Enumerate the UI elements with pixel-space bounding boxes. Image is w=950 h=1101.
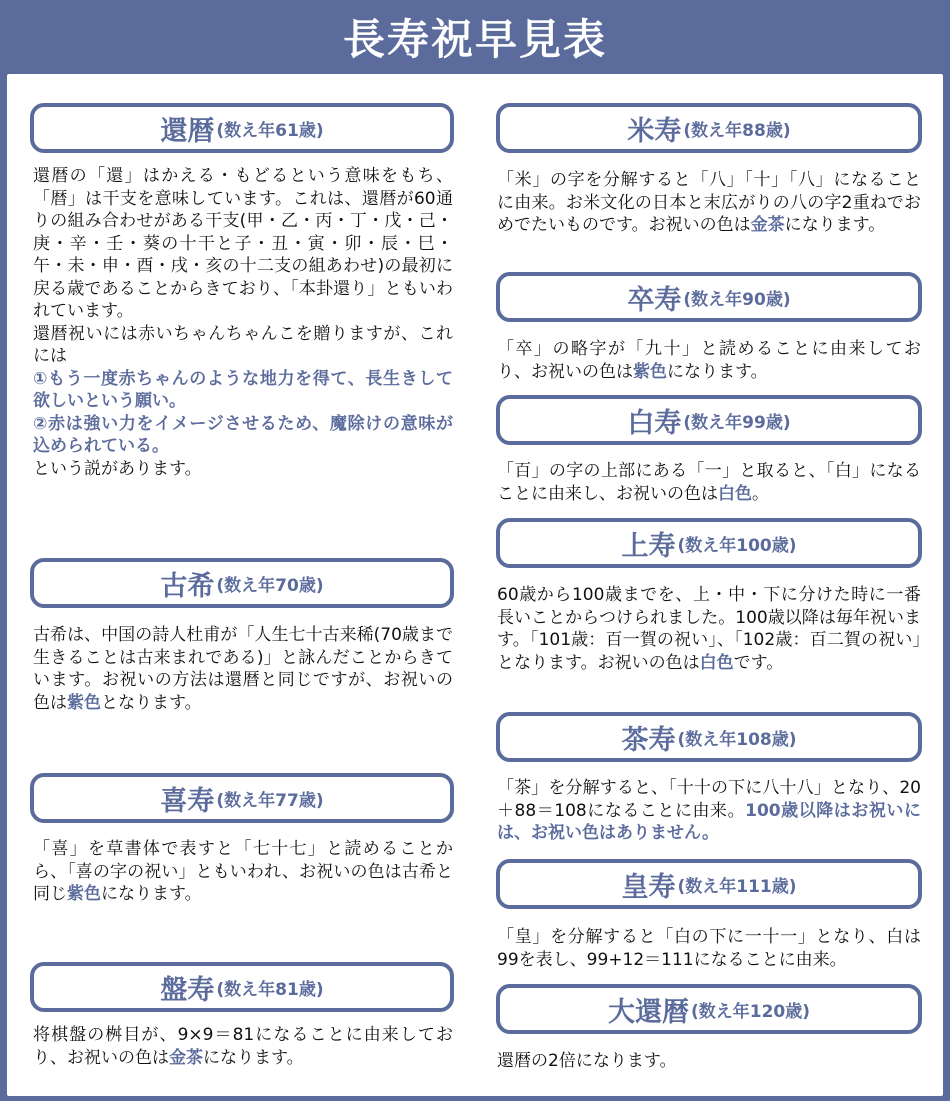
kanreki-age: (数え年61歳) [216,120,324,141]
kiju-text-end: になります。 [101,884,202,904]
chaju-note: 100歳以降はお祝いには、お祝い色はありません。 [497,800,921,843]
kouju-text: 「皇」を分解すると「白の下に一十一」となり、白は99を表し、99+12＝111になることに由来。 [497,927,921,970]
chaju-label [496,712,922,762]
beiju-text-end: になります。 [784,215,886,235]
hakuju-text: 「百」の字の上部にある「一」と取ると、「白」になることに由来し、お祝いの色は [497,461,921,504]
kouju-name: 皇寿 [621,871,676,903]
banju-color: 金茶 [169,1047,203,1068]
daikanreki-age: (数え年120歳) [690,1001,811,1022]
chaju-description [497,777,921,845]
kouju-age: (数え年111歳) [677,876,797,897]
jouju-label [496,518,922,568]
beiju-text: 「米」の字を分解すると「八」「十」「八」になることに由来。お米文化の日本と末広がりの八の字2重ねでおめでたいものです。お祝いの色は [497,170,921,235]
sotsuju-description [497,338,921,383]
sotsuju-color: 紫色 [633,361,667,382]
jouju-age: (数え年100歳) [677,535,797,556]
banju-name: 盤寿 [160,974,215,1006]
koki-label [30,558,454,608]
beiju-description [497,169,921,237]
hakuju-description [497,460,921,505]
chaju-text: 「茶」を分解すると、「十十の下に八十八」となり、20＋88＝108になることに由来。 [497,778,921,821]
banju-label [30,962,454,1012]
header-bar [0,0,950,74]
hakuju-age: (数え年99歳) [683,412,791,433]
jouju-description [497,584,921,674]
banju-text-end: になります。 [203,1047,304,1068]
hakuju-color: 白色 [718,483,752,504]
kiju-label [30,773,454,823]
kanreki-text-3: という説があります。 [33,458,202,479]
koki-age: (数え年70歳) [216,575,324,596]
koki-description [33,624,453,714]
sotsuju-name: 卒寿 [627,284,682,316]
hakuju-name: 白寿 [627,407,682,439]
jouju-text: 60歳から100歳までを、上・中・下に分けた時に一番長いことからつけられました。100歳以降は毎年祝います。「101歳：百一賀の祝い」、「102歳：百二賀の祝い」となります。お祝いの色は [497,585,921,673]
kanreki-label [30,103,454,153]
koki-text-end: となります。 [101,692,202,713]
beiju-label [496,103,922,153]
beiju-age: (数え年88歳) [683,120,791,141]
beiju-color: 金茶 [750,215,785,235]
kiju-age: (数え年77歳) [216,790,324,811]
sotsuju-text: 「卒」の略字が「九十」と読めることに由来しており、お祝いの色は [497,339,921,382]
kanreki-point-1: ①もう一度赤ちゃんのような地力を得て、長生きして欲しいという願い。 [33,368,453,411]
kiju-description [33,838,453,906]
kouju-label [496,859,922,909]
koki-name: 古希 [160,570,215,602]
jouju-color: 白色 [699,652,734,673]
daikanreki-name: 大還暦 [607,996,689,1028]
kiju-color: 紫色 [67,884,101,904]
kouju-description [497,926,921,971]
chaju-name: 茶寿 [621,724,676,756]
hakuju-text-end: 。 [752,483,769,504]
banju-description [33,1024,453,1069]
banju-age: (数え年81歳) [216,979,324,1000]
kiju-name: 喜寿 [160,785,215,817]
hakuju-label [496,395,922,445]
daikanreki-description [497,1050,921,1073]
koki-color: 紫色 [67,692,101,713]
beiju-name: 米寿 [627,115,682,147]
page-title: 長寿祝早見表 [342,15,607,64]
sotsuju-text-end: になります。 [667,361,768,382]
chaju-age: (数え年108歳) [677,729,797,750]
daikanreki-label [496,984,922,1034]
kanreki-text-1: 還暦の「還」はかえる・もどるという意味をもち、「暦」は干支を意味しています。これは、還暦が60通りの組み合わせがある干支(甲・乙・丙・丁・戊・己・庚・辛・壬・葵の十干と子・丑・寅・卯・辰・巳・午・未・申・酉・戌・亥の十二支の組あわせ)の最初に戻る歳であることからきており、「本卦還り」ともいわれています。 [33,166,453,321]
koki-text: 古希は、中国の詩人杜甫が「人生七十古来稀(70歳まで生きることは古来まれである)」と詠んだことからきています。お祝いの方法は還暦と同じですが、お祝いの色は [33,625,453,713]
sotsuju-label [496,272,922,322]
kanreki-name: 還暦 [160,115,215,147]
kanreki-description [33,165,453,480]
sotsuju-age: (数え年90歳) [683,289,791,310]
jouju-text-end: です。 [733,652,784,673]
kanreki-text-2: 還暦祝いには赤いちゃんちゃんこを贈りますが、これには [33,323,453,366]
kiju-text: 「喜」を草書体で表すと「七十七」と読めることから、「喜の字の祝い」ともいわれ、お祝いの色は古希と同じ [33,839,453,904]
jouju-name: 上寿 [621,530,676,562]
banju-text: 将棋盤の桝目が、9×9＝81になることに由来しており、お祝いの色は [33,1025,453,1068]
daikanreki-text: 還暦の2倍になります。 [497,1051,677,1071]
kanreki-point-2: ②赤は強い力をイメージさせるため、魔除けの意味が込められている。 [33,413,453,456]
